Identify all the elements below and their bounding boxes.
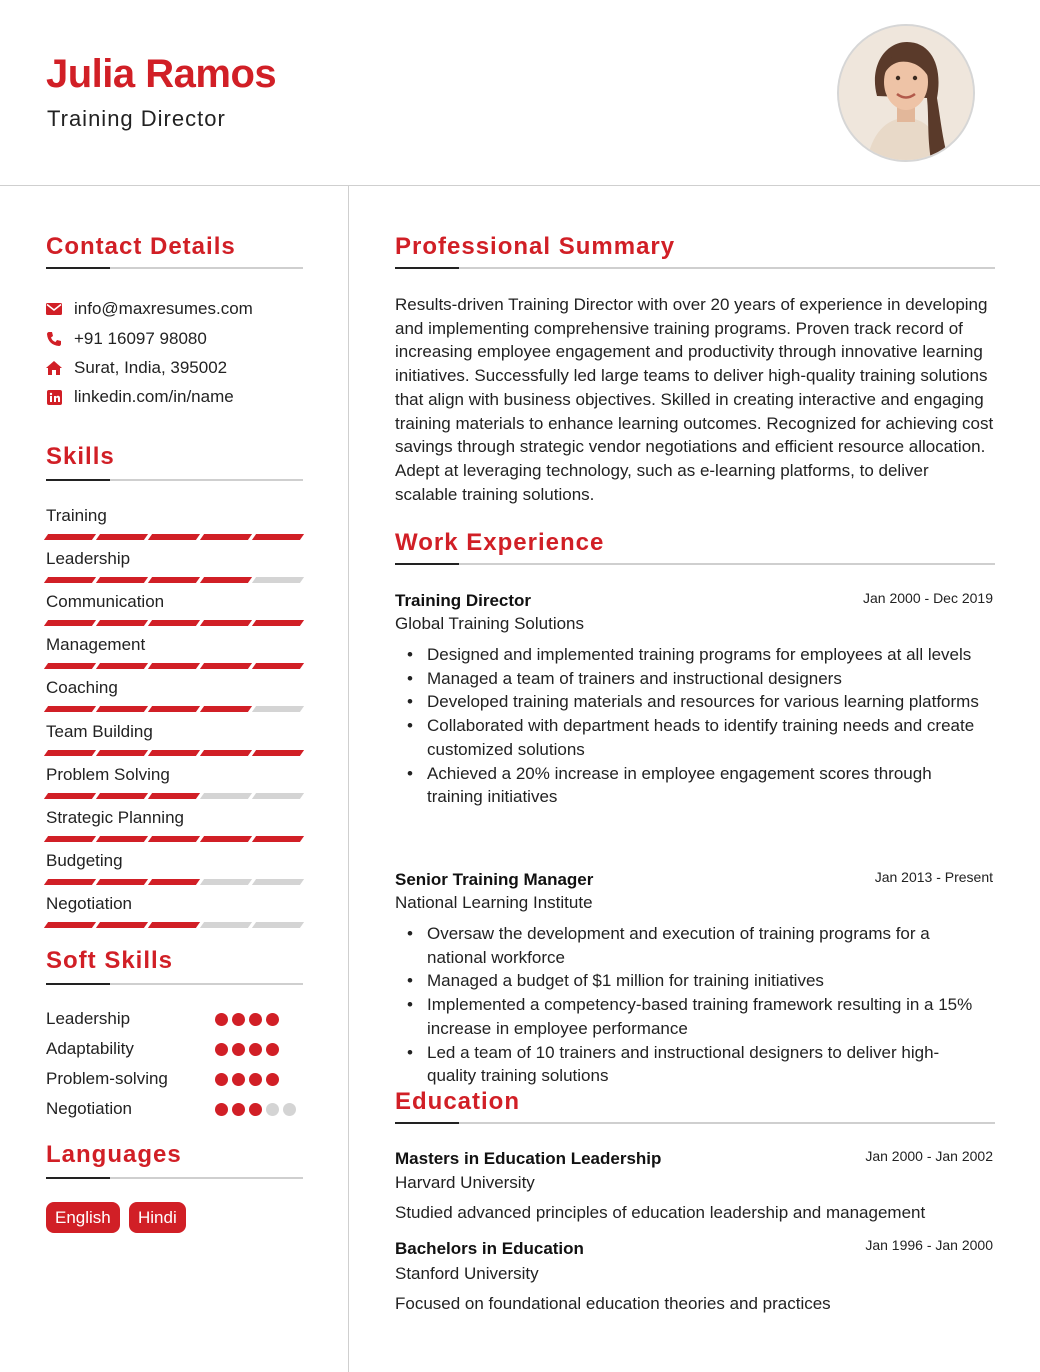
contact-address-text: Surat, India, 395002 xyxy=(74,358,228,377)
skills-heading: Skills xyxy=(46,443,115,470)
soft-skill-rating xyxy=(215,1043,279,1056)
job-title: Senior Training Manager xyxy=(395,870,594,889)
soft-skills-heading: Soft Skills xyxy=(46,947,174,974)
skill-level-segment xyxy=(148,620,200,626)
soft-skill-name: Leadership xyxy=(46,1009,131,1028)
rating-dot xyxy=(266,1013,279,1026)
skill-level-bar xyxy=(46,534,302,540)
language-badge-hindi: Hindi xyxy=(129,1202,186,1233)
skill-level-segment xyxy=(252,620,304,626)
skill-level-bar xyxy=(46,879,302,885)
list-item: • Managed a budget of $1 million for training initiatives xyxy=(395,969,985,993)
soft-skill-rating xyxy=(215,1103,296,1116)
skill-level-segment xyxy=(200,706,252,712)
linkedin-icon xyxy=(46,389,62,405)
skills-heading-rule xyxy=(46,479,303,481)
summary-heading-rule xyxy=(395,267,995,269)
contact-heading-rule xyxy=(46,267,303,269)
rating-dot xyxy=(249,1103,262,1116)
skill-level-segment xyxy=(148,534,200,540)
skill-level-bar xyxy=(46,750,302,756)
skill-level-bar xyxy=(46,836,302,842)
list-item: • Designed and implemented training programs for employees at all levels xyxy=(395,643,985,667)
rating-dot xyxy=(249,1043,262,1056)
candidate-title: Training Director xyxy=(47,106,226,131)
list-item: • Collaborated with department heads to identify training needs and create customized solutions xyxy=(395,714,985,761)
skill-name: Strategic Planning xyxy=(46,808,184,827)
job-bullets xyxy=(395,922,985,1088)
skill-name: Budgeting xyxy=(46,851,123,870)
job-dates: Jan 2000 - Dec 2019 xyxy=(863,590,993,606)
skill-level-segment xyxy=(96,879,148,885)
skill-level-segment xyxy=(148,577,200,583)
job-dates: Jan 2013 - Present xyxy=(874,869,993,885)
rating-dot xyxy=(215,1013,228,1026)
job-bullets xyxy=(395,643,985,809)
skill-level-segment xyxy=(44,663,96,669)
skill-level-segment xyxy=(96,577,148,583)
skill-name: Problem Solving xyxy=(46,765,170,784)
language-badge-english: English xyxy=(46,1202,120,1233)
job-title: Training Director xyxy=(395,591,532,610)
rating-dot xyxy=(266,1073,279,1086)
rating-dot xyxy=(215,1043,228,1056)
rating-dot xyxy=(266,1103,279,1116)
rating-dot xyxy=(215,1073,228,1086)
list-item: • Managed a team of trainers and instructional designers xyxy=(395,667,985,691)
list-item: • Oversaw the development and execution of training programs for a national workforce xyxy=(395,922,985,969)
skill-level-bar xyxy=(46,620,302,626)
skill-level-segment xyxy=(252,750,304,756)
experience-heading: Work Experience xyxy=(395,529,605,556)
rating-dot xyxy=(249,1013,262,1026)
contact-heading: Contact Details xyxy=(46,233,236,260)
skill-name: Coaching xyxy=(46,678,118,697)
skill-level-bar xyxy=(46,793,302,799)
skill-level-segment xyxy=(96,750,148,756)
profile-photo xyxy=(837,24,975,162)
experience-heading-rule xyxy=(395,563,995,565)
languages-heading-rule xyxy=(46,1177,303,1179)
education-dates: Jan 1996 - Jan 2000 xyxy=(865,1237,993,1253)
education-heading-rule xyxy=(395,1122,995,1124)
skill-level-segment xyxy=(200,750,252,756)
contact-address xyxy=(46,357,227,379)
list-item: • Developed training materials and resources for various learning platforms xyxy=(395,690,985,714)
home-icon xyxy=(46,360,62,376)
job-organization: National Learning Institute xyxy=(395,893,593,912)
phone-icon xyxy=(46,331,62,347)
contact-email[interactable] xyxy=(46,298,253,320)
skill-name: Team Building xyxy=(46,722,153,741)
soft-skill-rating xyxy=(215,1013,279,1026)
soft-skill-name: Problem-solving xyxy=(46,1069,168,1088)
rating-dot xyxy=(232,1073,245,1086)
skill-name: Training xyxy=(46,506,107,525)
skill-level-segment xyxy=(44,793,96,799)
skill-level-segment xyxy=(44,620,96,626)
envelope-icon xyxy=(46,301,62,317)
skill-name: Communication xyxy=(46,592,165,611)
skill-level-segment xyxy=(200,793,252,799)
contact-phone-text: +91 16097 98080 xyxy=(74,329,207,348)
skill-level-bar xyxy=(46,706,302,712)
skill-level-segment xyxy=(252,663,304,669)
rating-dot xyxy=(266,1043,279,1056)
skill-level-segment xyxy=(44,922,96,928)
skill-level-segment xyxy=(252,793,304,799)
skill-name: Leadership xyxy=(46,549,131,568)
school-name: Stanford University xyxy=(395,1264,539,1283)
skill-level-segment xyxy=(200,534,252,540)
skill-level-segment xyxy=(200,836,252,842)
contact-email-text: info@maxresumes.com xyxy=(74,299,253,318)
skill-level-segment xyxy=(252,577,304,583)
summary-text: Results-driven Training Director with over 20 years of experience in developing and implementing comprehensive training programs. Proven track record of increasing employee engagement and productivity through innovative learning initiatives. Successfully led large teams to deliver high-quality training solutions that align with business objectives. Skilled in creating interactive and engaging training materials to enhance learning outcomes. Recognized for achieving cost savings through strategic vendor negotiations and efficient resource allocation. Adept at leveraging technology, such as e-learning platforms, to deliver scalable training solutions. xyxy=(395,295,994,504)
rating-dot xyxy=(232,1043,245,1056)
skill-level-segment xyxy=(200,879,252,885)
skill-level-bar xyxy=(46,663,302,669)
skill-level-segment xyxy=(44,706,96,712)
contact-linkedin[interactable] xyxy=(46,386,234,408)
list-item: • Implemented a competency-based training framework resulting in a 15% increase in employee performance xyxy=(395,993,985,1040)
skill-level-segment xyxy=(44,534,96,540)
education-description: Focused on foundational education theories and practices xyxy=(395,1294,831,1313)
column-divider xyxy=(348,186,349,1372)
skill-level-segment xyxy=(148,706,200,712)
skill-level-segment xyxy=(200,922,252,928)
skill-level-segment xyxy=(148,750,200,756)
skill-level-segment xyxy=(252,836,304,842)
skill-level-segment xyxy=(96,663,148,669)
skill-level-segment xyxy=(252,922,304,928)
skill-level-segment xyxy=(252,879,304,885)
skill-level-segment xyxy=(44,836,96,842)
summary-heading: Professional Summary xyxy=(395,233,676,260)
skill-level-segment xyxy=(96,793,148,799)
skill-level-segment xyxy=(44,750,96,756)
list-item: • Led a team of 10 trainers and instructional designers to deliver high-quality training solutions xyxy=(395,1041,985,1088)
skill-level-segment xyxy=(96,620,148,626)
rating-dot xyxy=(232,1103,245,1116)
rating-dot xyxy=(232,1013,245,1026)
skill-level-segment xyxy=(96,706,148,712)
skill-level-bar xyxy=(46,922,302,928)
soft-skills-heading-rule xyxy=(46,983,303,985)
rating-dot xyxy=(283,1103,296,1116)
education-dates: Jan 2000 - Jan 2002 xyxy=(865,1148,993,1164)
soft-skill-name: Negotiation xyxy=(46,1099,133,1118)
job-organization: Global Training Solutions xyxy=(395,614,585,633)
contact-phone[interactable] xyxy=(46,328,207,350)
soft-skill-name: Adaptability xyxy=(46,1039,134,1058)
candidate-name: Julia Ramos xyxy=(46,52,277,96)
resume-header xyxy=(0,0,1040,186)
school-name: Harvard University xyxy=(395,1173,535,1192)
skill-level-segment xyxy=(96,922,148,928)
list-item: • Achieved a 20% increase in employee engagement scores through training initiatives xyxy=(395,762,985,809)
skill-level-segment xyxy=(148,879,200,885)
rating-dot xyxy=(215,1103,228,1116)
skill-level-segment xyxy=(200,663,252,669)
rating-dot xyxy=(249,1073,262,1086)
contact-linkedin-text: linkedin.com/in/name xyxy=(74,387,234,406)
skill-level-bar xyxy=(46,577,302,583)
skill-level-segment xyxy=(44,879,96,885)
skill-level-segment xyxy=(96,836,148,842)
skill-name: Negotiation xyxy=(46,894,133,913)
skill-level-segment xyxy=(44,577,96,583)
skill-level-segment xyxy=(148,663,200,669)
education-heading: Education xyxy=(395,1088,521,1115)
skill-level-segment xyxy=(252,534,304,540)
skill-level-segment xyxy=(200,577,252,583)
degree-title: Masters in Education Leadership xyxy=(395,1149,662,1168)
soft-skill-rating xyxy=(215,1073,279,1086)
skill-level-segment xyxy=(96,534,148,540)
skill-level-segment xyxy=(252,706,304,712)
skill-level-segment xyxy=(148,793,200,799)
skill-name: Management xyxy=(46,635,146,654)
degree-title: Bachelors in Education xyxy=(395,1239,584,1258)
skill-level-segment xyxy=(200,620,252,626)
skill-level-segment xyxy=(148,836,200,842)
skill-level-segment xyxy=(148,922,200,928)
education-description: Studied advanced principles of education leadership and management xyxy=(395,1203,926,1222)
languages-heading: Languages xyxy=(46,1141,182,1168)
